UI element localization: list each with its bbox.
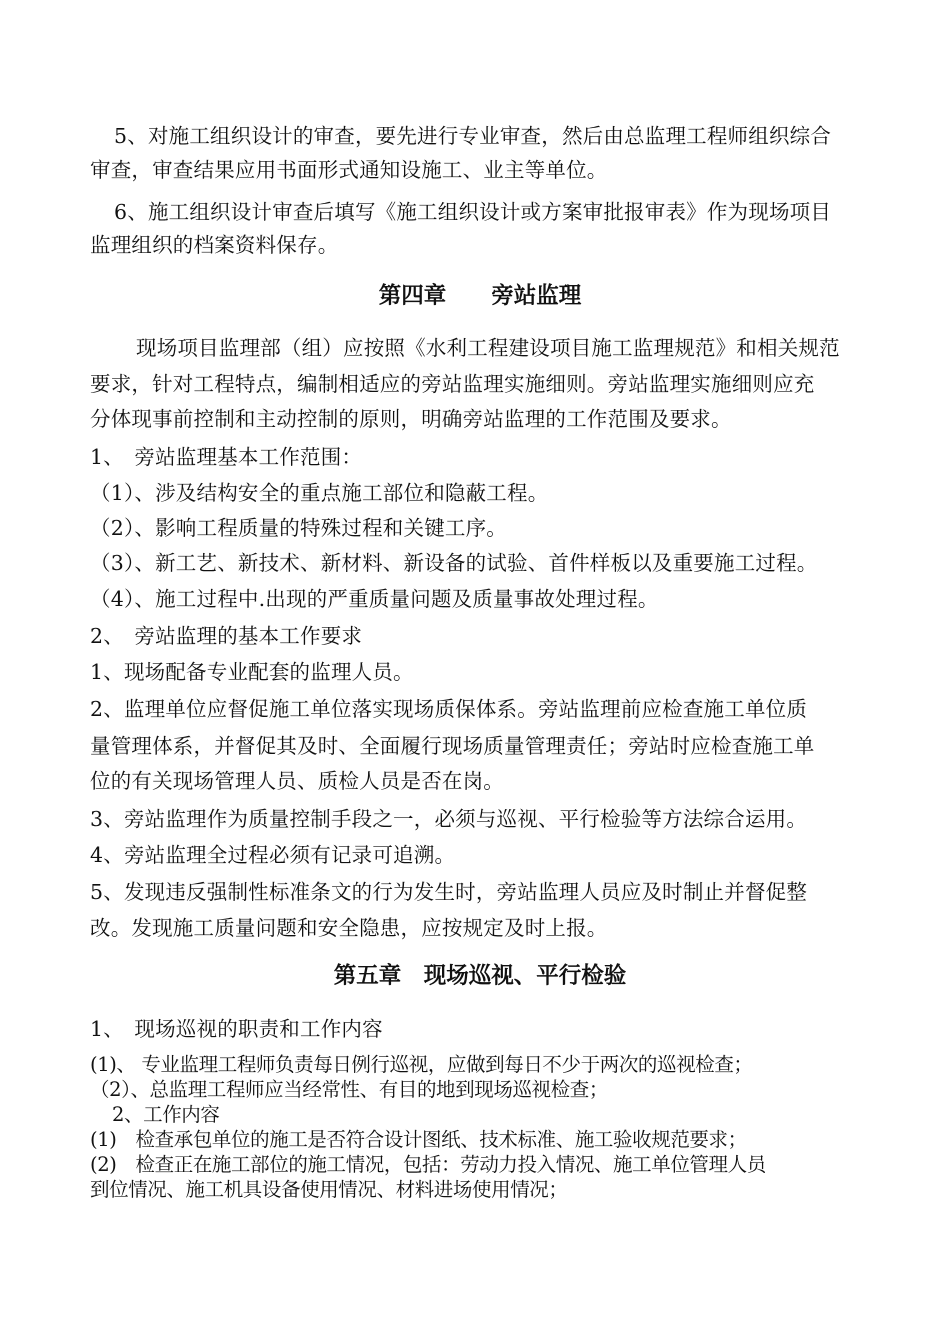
scope-item-2: （2）、影响工程质量的特殊过程和关键工序。 (90, 516, 507, 540)
requirement-2-line-3: 位的有关现场管理人员、质检人员是否在岗。 (90, 769, 504, 793)
chapter-4-heading: 第四章 旁站监理 (378, 283, 582, 309)
chapter-4-intro-line-2: 要求，针对工程特点，编制相适应的旁站监理实施细则。旁站监理实施细则应充 (90, 372, 815, 396)
item-6-line-2: 监理组织的档案资料保存。 (90, 233, 339, 257)
chapter-5-heading: 第五章 现场巡视、平行检验 (333, 963, 627, 989)
item-6-line-1: 6、施工组织设计审查后填写《施工组织设计或方案审批报审表》作为现场项目 (114, 200, 832, 224)
requirement-3: 3、旁站监理作为质量控制手段之一，必须与巡视、平行检验等方法综合运用。 (90, 807, 808, 831)
patrol-duty-1: (1)、 专业监理工程师负责每日例行巡视，应做到每日不少于两次的巡视检查； (90, 1053, 753, 1076)
chapter-4-intro-line-1: 现场项目监理部（组）应按照《水利工程建设项目施工监理规范》和相关规范 (136, 336, 840, 360)
work-content-2-line-2: 到位情况、施工机具设备使用情况、材料进场使用情况； (90, 1178, 568, 1201)
section-2-title: 2、 旁站监理的基本工作要求 (90, 624, 363, 648)
scope-item-3: （3）、新工艺、新技术、新材料、新设备的试验、首件样板以及重要施工过程。 (90, 551, 818, 575)
scope-item-1: （1）、涉及结构安全的重点施工部位和隐蔽工程。 (90, 481, 549, 505)
work-content-2-line-1: (2) 检查正在施工部位的施工情况，包括：劳动力投入情况、施工单位管理人员 (90, 1153, 766, 1176)
chapter-5-section-1-title: 1、 现场巡视的职责和工作内容 (90, 1017, 383, 1041)
patrol-duty-2: （2）、总监理工程师应当经常性、有目的地到现场巡视检查； (90, 1078, 608, 1101)
item-5-line-2: 审查，审查结果应用书面形式通知设施工、业主等单位。 (90, 158, 608, 182)
requirement-5-line-1: 5、发现违反强制性标准条文的行为发生时，旁站监理人员应及时制止并督促整 (90, 880, 808, 904)
requirement-4: 4、旁站监理全过程必须有记录可追溯。 (90, 843, 456, 867)
item-5-line-1: 5、对施工组织设计的审查，要先进行专业审查，然后由总监理工程师组织综合 (114, 124, 832, 148)
requirement-1: 1、现场配备专业配套的监理人员。 (90, 660, 414, 684)
section-1-title: 1、 旁站监理基本工作范围： (90, 445, 363, 469)
scope-item-4: （4）、施工过程中.出现的严重质量问题及质量事故处理过程。 (90, 587, 659, 611)
requirement-2-line-2: 量管理体系，并督促其及时、全面履行现场质量管理责任；旁站时应检查施工单 (90, 734, 815, 758)
requirement-5-line-2: 改。发现施工质量问题和安全隐患，应按规定及时上报。 (90, 916, 608, 940)
requirement-2-line-1: 2、监理单位应督促施工单位落实现场质保体系。旁站监理前应检查施工单位质 (90, 697, 808, 721)
work-content-title: 2、工作内容 (112, 1103, 220, 1126)
chapter-4-intro-line-3: 分体现事前控制和主动控制的原则，明确旁站监理的工作范围及要求。 (90, 407, 732, 431)
work-content-1: (1) 检查承包单位的施工是否符合设计图纸、技术标准、施工验收规范要求； (90, 1128, 747, 1151)
